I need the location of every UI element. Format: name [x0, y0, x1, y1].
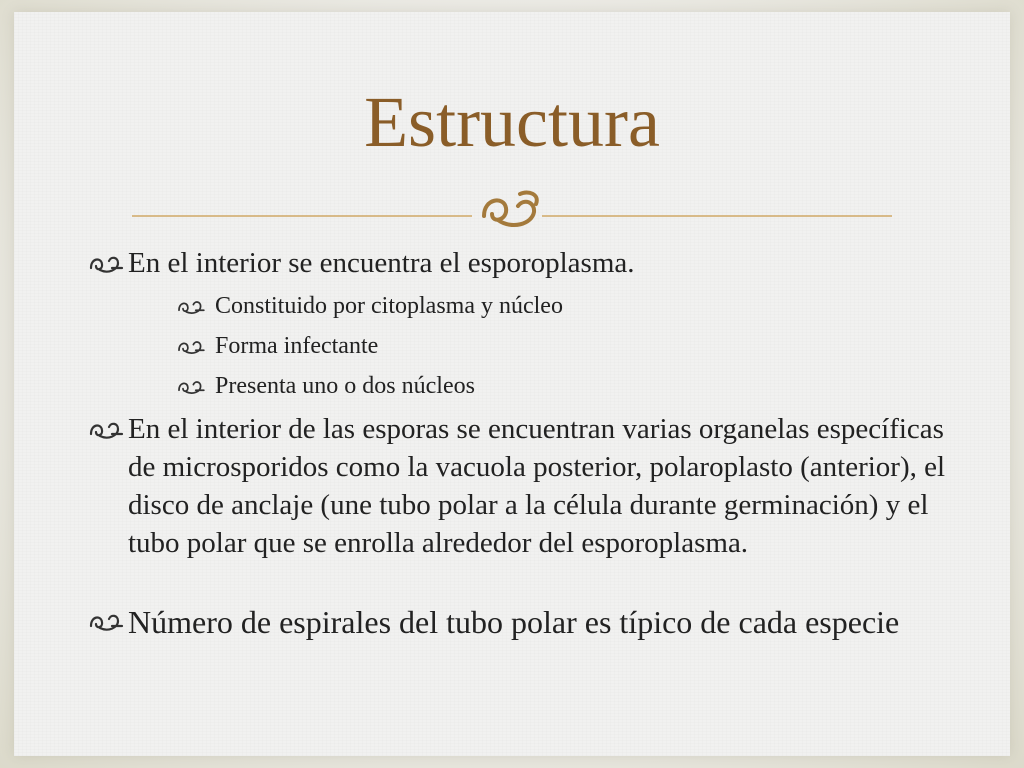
scroll-ornament-icon [88, 420, 124, 440]
sub-bullet-text: Presenta uno o dos núcleos [215, 373, 475, 399]
title-divider [132, 190, 892, 230]
bullet-text: Número de espirales del tubo polar es típico de cada especie [128, 604, 900, 640]
sub-bullet-item-3 [88, 366, 968, 406]
scroll-ornament-icon [88, 254, 124, 274]
bullet-item-3 [88, 602, 968, 642]
sub-bullet-item-1 [88, 286, 968, 326]
spacer [88, 562, 968, 602]
scroll-ornament-icon [176, 379, 206, 395]
sub-bullet-text: Constituido por citoplasma y núcleo [215, 293, 563, 319]
bullet-item-1 [88, 244, 968, 282]
sub-bullet-item-2 [88, 326, 968, 366]
flourish-ornament-icon [484, 192, 537, 225]
slide-title: Estructura [364, 82, 660, 162]
scroll-ornament-icon [88, 612, 124, 632]
sub-bullet-text: Forma infectante [215, 333, 379, 359]
bullet-text: En el interior se encuentra el esporoplasma. [128, 247, 635, 279]
scroll-ornament-icon [176, 339, 206, 355]
scroll-ornament-icon [176, 299, 206, 315]
bullet-list [88, 244, 968, 642]
bullet-item-2 [88, 410, 968, 562]
bullet-text: En el interior de las esporas se encuentran varias organelas específicas de microsporidos como la vacuola posterior, polaroplasto (anterior), el disco de anclaje (une tubo polar a la célula durante germinación) y el tubo polar que se enrolla alrededor del esporoplasma. [128, 413, 946, 559]
